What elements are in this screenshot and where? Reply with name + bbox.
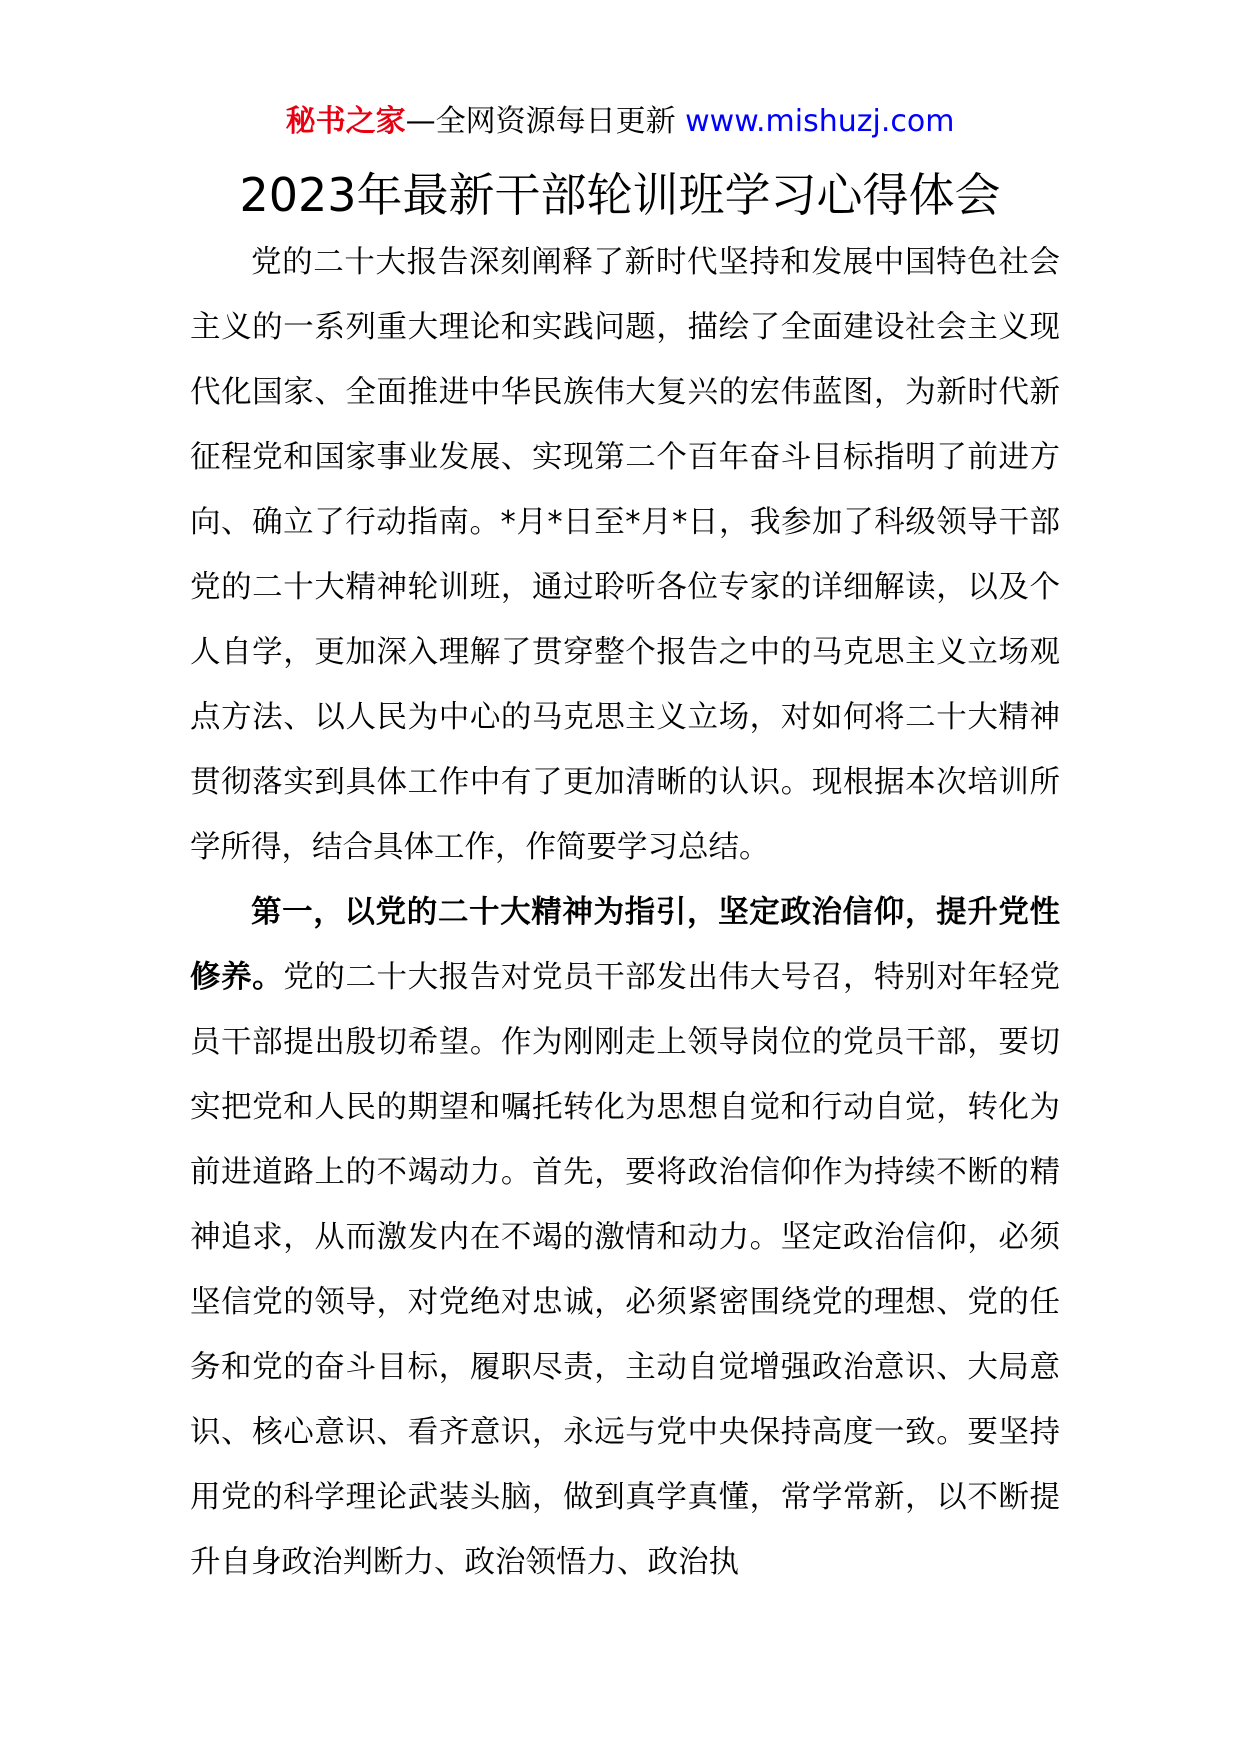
paragraph-point-one-text: 党的二十大报告对党员干部发出伟大号召，特别对年轻党员干部提出殷切希望。作为刚刚走上领导岗位的党员干部，要切实把党和人民的期望和嘱托转化为思想自觉和行动自觉，转化为前进道路上的不竭动力。首先，要将政治信仰作为持续不断的精神追求，从而激发内在不竭的激情和动力。坚定政治信仰，必须坚信党的领导，对党绝对忠诚，必须紧密围绕党的理想、党的任务和党的奋斗目标，履职尽责，主动自觉增强政治意识、大局意识、核心意识、看齐意识，永远与党中央保持高度一致。要坚持用党的科学理论武装头脑，做到真学真懂，常学常新，以不断提升自身政治判断力、政治领悟力、政治执 xyxy=(190,960,1061,1580)
paragraph-intro xyxy=(190,230,1060,880)
site-url-link[interactable]: www.mishuzj.com xyxy=(685,104,955,139)
paragraph-intro-text: 党的二十大报告深刻阐释了新时代坚持和发展中国特色社会主义的一系列重大理论和实践问题，描绘了全面建设社会主义现代化国家、全面推进中华民族伟大复兴的宏伟蓝图，为新时代新征程党和国家事业发展、实现第二个百年奋斗目标指明了前进方向、确立了行动指南。*月*日至*月*日，我参加了科级领导干部党的二十大精神轮训班，通过聆听各位专家的详细解读，以及个人自学，更加深入理解了贯穿整个报告之中的马克思主义立场观点方法、以人民为中心的马克思主义立场，对如何将二十大精神贯彻落实到具体工作中有了更加清晰的认识。现根据本次培训所学所得，结合具体工作，作简要学习总结。 xyxy=(190,245,1060,865)
site-tagline: —全网资源每日更新 xyxy=(405,104,686,139)
document-body xyxy=(190,230,1060,1595)
document-title: 2023年最新干部轮训班学习心得体会 xyxy=(239,168,1001,222)
site-header xyxy=(0,100,1240,144)
site-brand: 秘书之家 xyxy=(285,104,406,139)
paragraph-point-one-heading: 第一，以党的二十大精神为指引，坚定政治信仰，提升党性修养。 xyxy=(190,895,1060,995)
paragraph-point-one xyxy=(190,880,1060,1595)
